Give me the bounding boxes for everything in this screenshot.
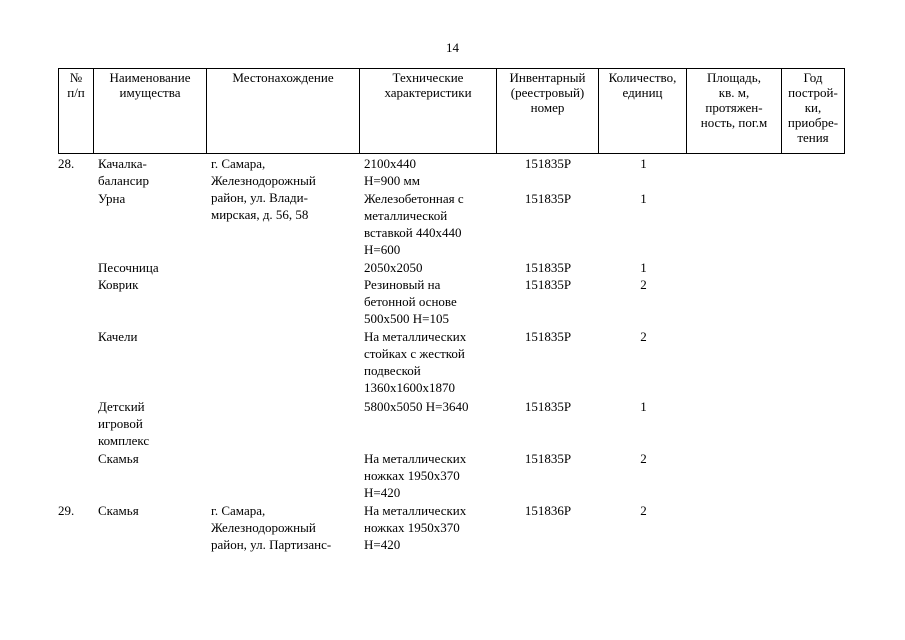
item-specs: 2100х440 Н=900 мм xyxy=(364,156,420,188)
item-location: г. Самара, Железнодорожный район, ул. Влади- мирская, д. 56, 58 xyxy=(211,156,316,222)
item-inventory: 151835Р xyxy=(524,451,572,466)
item-quantity: 1 xyxy=(640,260,647,275)
item-name: Качалка- балансир xyxy=(98,156,149,188)
item-inventory: 151836Р xyxy=(524,503,572,518)
item-quantity: 1 xyxy=(640,156,647,171)
col-header-specs: Технические характеристики xyxy=(360,69,497,154)
col-header-number: № п/п xyxy=(59,69,94,154)
row-number: 29. xyxy=(58,503,75,518)
item-quantity: 2 xyxy=(640,503,647,518)
item-name: Урна xyxy=(98,191,126,206)
item-quantity: 2 xyxy=(640,277,647,292)
item-inventory: 151835Р xyxy=(524,329,572,344)
item-quantity: 2 xyxy=(640,329,647,344)
item-quantity: 2 xyxy=(640,451,647,466)
item-inventory: 151835Р xyxy=(524,260,572,275)
page-number: 14 xyxy=(446,40,459,55)
item-specs: 2050х2050 xyxy=(364,260,423,275)
item-quantity: 1 xyxy=(640,191,647,206)
item-name: Детский игровой комплекс xyxy=(98,399,150,448)
item-name: Качели xyxy=(98,329,138,344)
col-header-area: Площадь, кв. м, протяжен- ность, пог.м xyxy=(687,69,782,154)
col-header-location: Местонахождение xyxy=(207,69,360,154)
col-header-quantity: Количество, единиц xyxy=(599,69,687,154)
item-inventory: 151835Р xyxy=(524,277,572,292)
item-specs: На металлических стойках с жесткой подвеской 1360х1600х1870 xyxy=(364,329,467,395)
item-name: Скамья xyxy=(98,451,139,466)
item-quantity: 1 xyxy=(640,399,647,414)
item-location: г. Самара, Железнодорожный район, ул. Партизанс- xyxy=(211,503,332,552)
item-name: Песочница xyxy=(98,260,159,275)
item-name: Коврик xyxy=(98,277,139,292)
item-inventory: 151835Р xyxy=(524,399,572,414)
item-specs: 5800х5050 Н=3640 xyxy=(364,399,469,414)
item-specs: Железобетонная с металлической вставкой 440х440 Н=600 xyxy=(364,191,464,257)
item-inventory: 151835Р xyxy=(524,156,572,171)
item-specs: На металлических ножках 1950х370 Н=420 xyxy=(364,503,467,552)
item-name: Скамья xyxy=(98,503,139,518)
item-specs: На металлических ножках 1950х370 Н=420 xyxy=(364,451,467,500)
col-header-inventory: Инвентарный (реестровый) номер xyxy=(497,69,599,154)
item-inventory: 151835Р xyxy=(524,191,572,206)
col-header-name: Наименование имущества xyxy=(94,69,207,154)
col-header-year: Год построй- ки, приобре- тения xyxy=(782,69,845,154)
row-number: 28. xyxy=(58,156,75,171)
item-specs: Резиновый на бетонной основе 500х500 Н=105 xyxy=(364,277,457,326)
